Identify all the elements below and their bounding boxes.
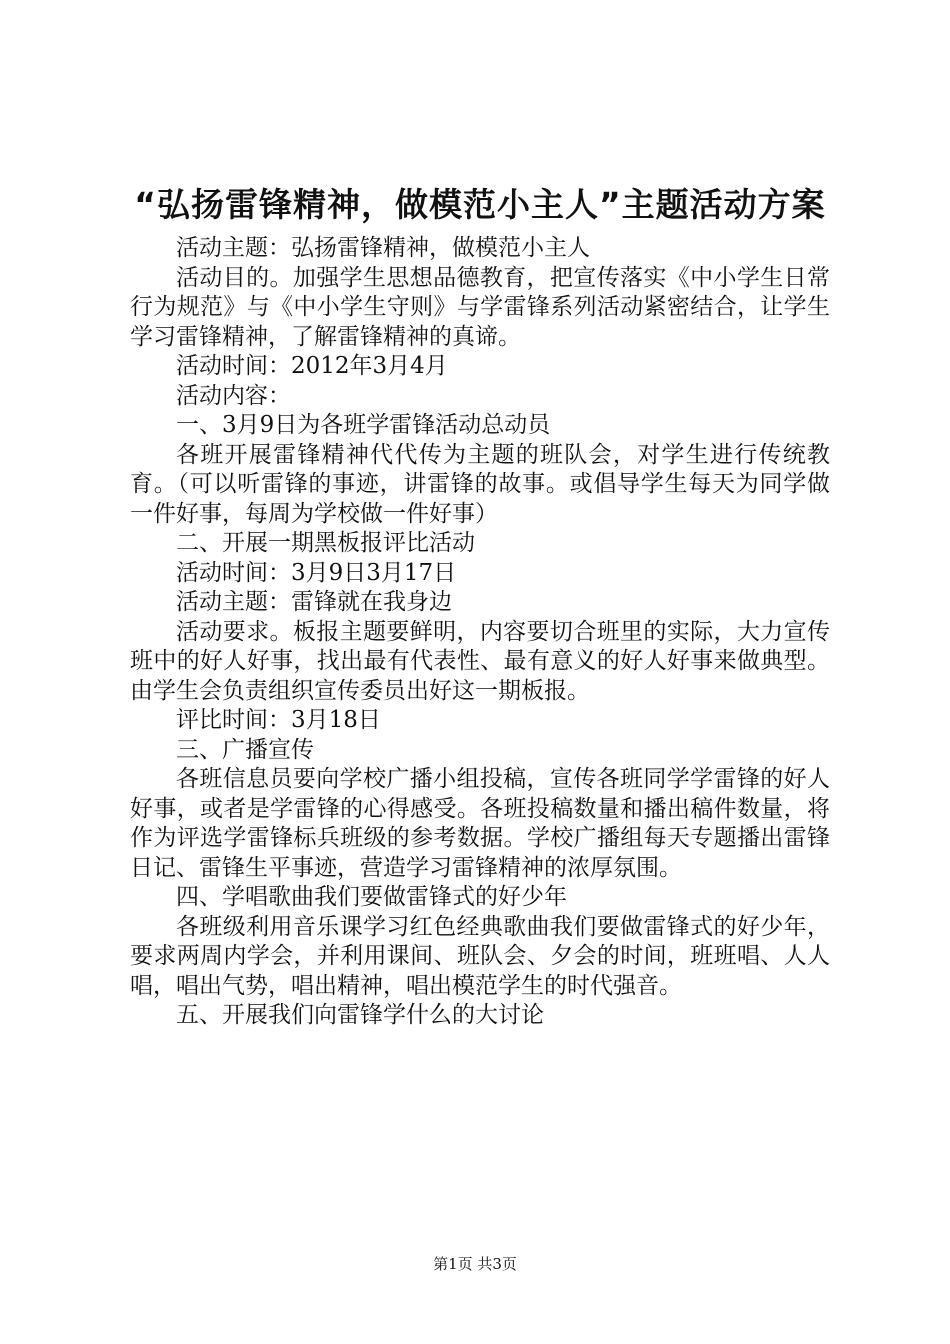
paragraph-section-4: 各班级利用音乐课学习红色经典歌曲我们要做雷锋式的好少年，要求两周内学会，并利用课间、班队会、夕会的时间，班班唱、人人唱，唱出气势，唱出精神，唱出模范学生的时代强音。 (130, 913, 830, 999)
paragraph-section-3: 各班信息员要向学校广播小组投稿，宣传各班同学学雷锋的好人好事，或者是学雷锋的心得感受。各班投稿数量和播出稿件数量，将作为评选学雷锋标兵班级的参考数据。学校广播组每天专题播出雷锋日记、雷锋生平事迹，营造学习雷锋精神的浓厚氛围。 (130, 766, 830, 881)
section-heading-4: 四、学唱歌曲我们要做雷锋式的好少年 (176, 884, 567, 910)
paragraph-section-2-theme: 活动主题：雷锋就在我身边 (176, 589, 452, 615)
section-heading-5: 五、开展我们向雷锋学什么的大讨论 (176, 1002, 544, 1028)
paragraph-section-2-requirements: 活动要求。板报主题要鲜明，内容要切合班里的实际，大力宣传班中的好人好事，找出最有代表性、最有意义的好人好事来做典型。由学生会负责组织宣传委员出好这一期板报。 (130, 618, 830, 704)
paragraph-time: 活动时间：2012年3月4月 (176, 353, 448, 379)
document-title: “弘扬雷锋精神，做模范小主人”主题活动方案 (134, 185, 826, 224)
page-number-footer: 第1页 共3页 (433, 1255, 517, 1273)
document-page (130, 180, 830, 1031)
paragraph-purpose: 活动目的。加强学生思想品德教育，把宣传落实《中小学生日常行为规范》与《中小学生守则》与学雷锋系列活动紧密结合，让学生学习雷锋精神，了解雷锋精神的真谛。 (130, 264, 830, 350)
paragraph-section-1: 各班开展雷锋精神代代传为主题的班队会，对学生进行传统教育。（可以听雷锋的事迹，讲雷锋的故事。或倡导学生每天为同学做一件好事，每周为学校做一件好事） (130, 441, 830, 527)
paragraph-section-2-time: 活动时间：3月9日3月17日 (176, 559, 457, 586)
paragraph-content-heading: 活动内容： (176, 382, 291, 409)
section-heading-1: 一、3月9日为各班学雷锋活动总动员 (176, 412, 551, 438)
paragraph-theme: 活动主题：弘扬雷锋精神，做模范小主人 (176, 235, 590, 261)
section-heading-2: 二、开展一期黑板报评比活动 (176, 530, 475, 556)
paragraph-section-2-review: 评比时间：3月18日 (176, 707, 381, 733)
section-heading-3: 三、广播宣传 (176, 736, 314, 763)
document-body (130, 234, 830, 1031)
